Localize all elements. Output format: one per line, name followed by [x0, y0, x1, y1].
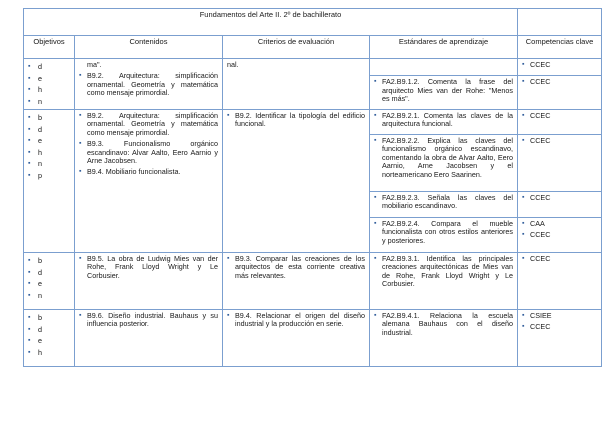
- estandar-text: ▪ FA2.B9.4.1. Relaciona la escuela alemana Bauhaus con el diseño industrial.: [374, 312, 513, 337]
- objective-item: ▪ e: [28, 135, 70, 147]
- competencia-text: ▪ CCEC: [522, 61, 597, 69]
- estandar-cell: [370, 253, 518, 310]
- header-competencias: Competencias clave: [518, 36, 602, 59]
- competencia-cell: [518, 76, 602, 110]
- objective-item: ▪ d: [28, 324, 70, 336]
- estandar-cell: [370, 110, 518, 135]
- estandar-cell: [370, 192, 518, 218]
- competencia-cell: [518, 253, 602, 310]
- header-criterios: Criterios de evaluación: [223, 36, 370, 59]
- objective-item: ▪ b: [28, 255, 70, 267]
- objective-item: ▪ n: [28, 158, 70, 170]
- estandar-cell: [370, 310, 518, 367]
- objective-item: ▪ h: [28, 84, 70, 96]
- objective-item: ▪ h: [28, 147, 70, 159]
- contenidos-cell: [75, 59, 223, 110]
- criterio-cell: [223, 110, 370, 253]
- competencia-cell: [518, 135, 602, 192]
- estandar-text: ▪ FA2.B9.2.3. Señala las claves del mobiliario escandinavo.: [374, 194, 513, 211]
- estandar-cell: [370, 59, 518, 76]
- objective-item: ▪ h: [28, 347, 70, 359]
- competencia-text: ▪ CCEC: [522, 323, 597, 331]
- competencia-cell: [518, 218, 602, 253]
- column-header-row: [24, 36, 602, 59]
- objetivos-cell: [24, 253, 75, 310]
- competencia-cell: [518, 110, 602, 135]
- header-contenidos: Contenidos: [75, 36, 223, 59]
- content-item: ▪ B9.3. Funcionalismo orgánico escandinavo: Alvar Aalto, Eero Aarnio y Arne Jacobsen.: [79, 140, 218, 165]
- objective-item: ▪ b: [28, 112, 70, 124]
- estandar-cell: [370, 135, 518, 192]
- criterio-cell: [223, 59, 370, 110]
- competencia-text: ▪ CCEC: [522, 194, 597, 202]
- criterio-cell: [223, 310, 370, 367]
- objective-item: ▪ d: [28, 61, 70, 73]
- criterio-text: nal.: [227, 60, 239, 69]
- objective-item: ▪ n: [28, 96, 70, 108]
- content-item: ▪ B9.6. Diseño industrial. Bauhaus y su influencia posterior.: [79, 312, 218, 329]
- competencia-text: ▪ CCEC: [522, 78, 597, 86]
- estandar-text: ▪ FA2.B9.2.2. Explica las claves del funcionalismo orgánico escandinavo, comentando la obra de Alvar Aalto, Eero Aarnio, Arne Jacobsen y el norteamericano Eero Saarinen.: [374, 137, 513, 179]
- estandar-cell: [370, 218, 518, 253]
- title-empty-cell: [518, 9, 602, 36]
- header-estandares: Estándares de aprendizaje: [370, 36, 518, 59]
- content-continuation: ma".: [87, 60, 102, 69]
- estandar-text: ▪ FA2.B9.1.2. Comenta la frase del arquitecto Mies van der Rohe: "Menos es más".: [374, 78, 513, 103]
- competencia-text: ▪ CSIEE: [522, 312, 597, 320]
- objective-item: ▪ d: [28, 267, 70, 279]
- objective-item: ▪ e: [28, 278, 70, 290]
- table-title: Fundamentos del Arte II. 2º de bachillerato: [24, 9, 518, 36]
- table-row: [24, 59, 602, 76]
- objective-item: ▪ b: [28, 312, 70, 324]
- content-item: ▪ B9.5. La obra de Ludwig Mies van der Rohe, Frank Lloyd Wright y Le Corbusier.: [79, 255, 218, 280]
- objective-item: ▪ n: [28, 290, 70, 302]
- criterio-text: ▪ B9.3. Comparar las creaciones de los arquitectos de esta corriente creativa más relevantes.: [227, 255, 365, 280]
- contenidos-cell: [75, 110, 223, 253]
- content-item: ▪ B9.4. Mobiliario funcionalista.: [79, 168, 218, 176]
- objective-item: ▪ e: [28, 73, 70, 85]
- objective-item: ▪ d: [28, 124, 70, 136]
- competencia-cell: [518, 192, 602, 218]
- table-row: [24, 253, 602, 310]
- competencia-text: ▪ CCEC: [522, 255, 597, 263]
- table-title-row: [24, 9, 602, 36]
- competencia-text: ▪ CCEC: [522, 137, 597, 145]
- content-item: ▪ B9.2. Arquitectura: simplificación ornamental. Geometría y matemática como mensaje primordial.: [79, 112, 218, 137]
- objective-item: ▪ e: [28, 335, 70, 347]
- competencia-text: ▪ CAA: [522, 220, 597, 228]
- curriculum-table: [23, 8, 602, 367]
- estandar-text: ▪ FA2.B9.2.4. Compara el mueble funcionalista con otros estilos anteriores y posteriores.: [374, 220, 513, 245]
- header-objetivos: Objetivos: [24, 36, 75, 59]
- objetivos-cell: [24, 310, 75, 367]
- objetivos-cell: [24, 110, 75, 253]
- competencia-text: ▪ CCEC: [522, 231, 597, 239]
- contenidos-cell: [75, 310, 223, 367]
- content-item: ▪ B9.2. Arquitectura: simplificación ornamental. Geometría y matemática como mensaje primordial.: [79, 72, 218, 97]
- objetivos-cell: [24, 59, 75, 110]
- estandar-text: ▪ FA2.B9.3.1. Identifica las principales creaciones arquitectónicas de Mies van de Rohe, Frank Lloyd Wright y Le Corbusier.: [374, 255, 513, 289]
- competencia-text: ▪ CCEC: [522, 112, 597, 120]
- criterio-text: ▪ B9.2. Identificar la tipología del edificio funcional.: [227, 112, 365, 129]
- estandar-text: ▪ FA2.B9.2.1. Comenta las claves de la arquitectura funcional.: [374, 112, 513, 129]
- table-row: [24, 110, 602, 135]
- estandar-cell: [370, 76, 518, 110]
- contenidos-cell: [75, 253, 223, 310]
- objective-item: ▪ p: [28, 170, 70, 182]
- criterio-text: ▪ B9.4. Relacionar el origen del diseño industrial y la producción en serie.: [227, 312, 365, 329]
- competencia-cell: [518, 59, 602, 76]
- competencia-cell: [518, 310, 602, 367]
- table-row: [24, 310, 602, 367]
- criterio-cell: [223, 253, 370, 310]
